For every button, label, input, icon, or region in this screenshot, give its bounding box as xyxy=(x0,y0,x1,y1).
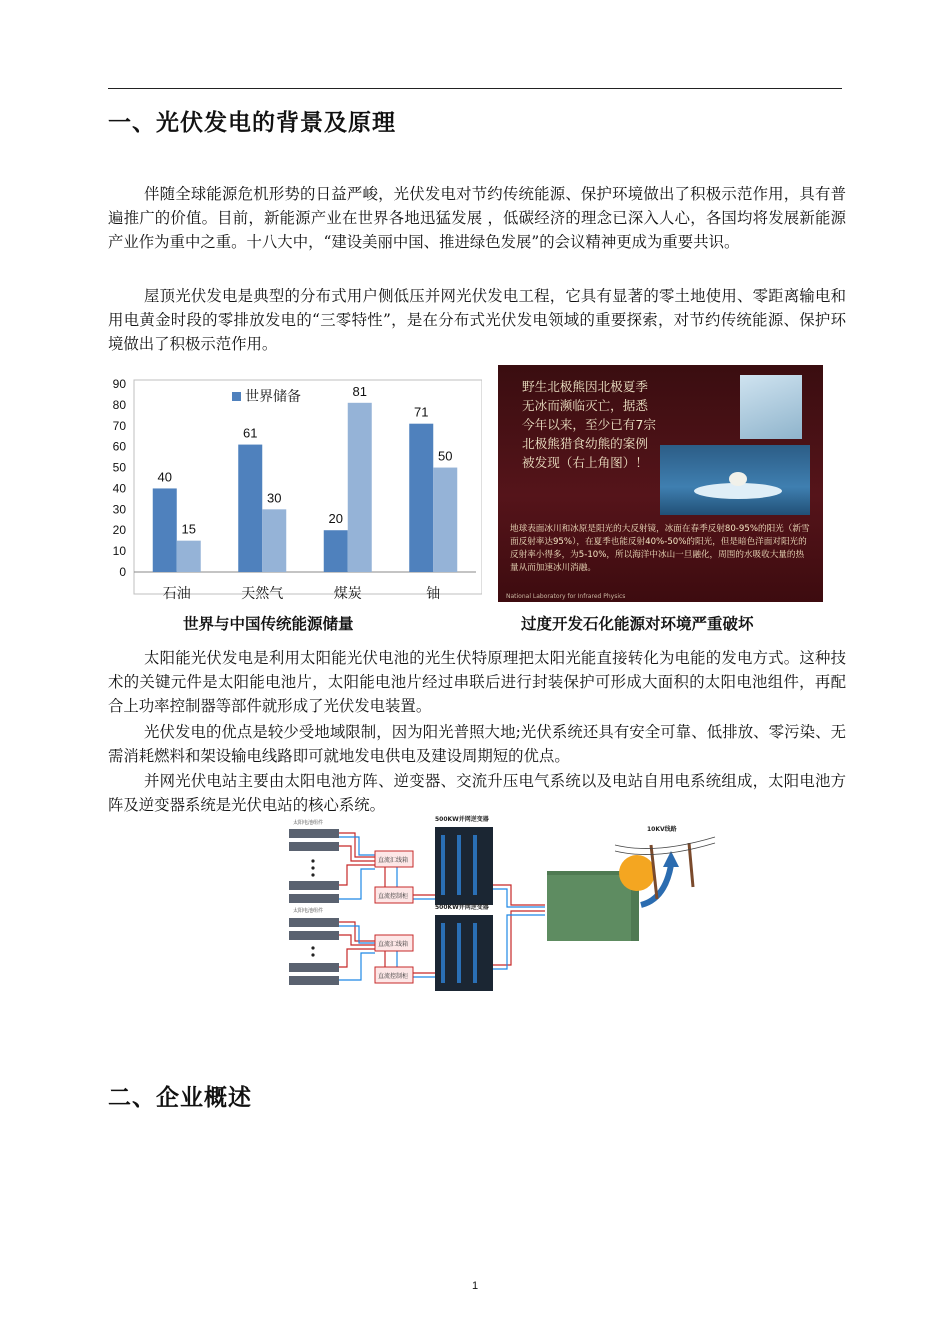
svg-text:直流汇线箱: 直流汇线箱 xyxy=(378,941,409,948)
bear-main-text: 野生北极熊因北极夏季无冰而濒临灭亡，据悉今年以来，至少已有7宗北极熊猎食幼熊的案例被发现（右上角图）！ xyxy=(522,379,656,470)
y-tick-label: 20 xyxy=(112,523,126,538)
y-tick-label: 80 xyxy=(112,397,126,412)
bar xyxy=(409,424,433,572)
paragraph-1: 伴随全球能源危机形势的日益严峻，光伏发电对节约传统能源、保护环境做出了积极示范作用，具有普遍推广的价值。目前，新能源产业在世界各地迅猛发展 ，低碳经济的理念已深入人心，各国均将发展新能源产业作为重中之重。十八大中，“建设美丽中国、推进绿色发展”的会议精神更成为重要共识。 xyxy=(108,185,846,252)
y-tick-label: 40 xyxy=(112,481,126,496)
ice-floe-shape xyxy=(660,445,810,515)
svg-text:500KW并网逆变器: 500KW并网逆变器 xyxy=(435,816,489,823)
page-number: 1 xyxy=(471,1280,479,1292)
pv-system-diagram xyxy=(285,815,735,993)
y-tick-label: 60 xyxy=(112,439,126,454)
category-label: 天然气 xyxy=(241,585,284,601)
data-label: 61 xyxy=(243,425,258,441)
data-label: 30 xyxy=(267,490,282,506)
bar xyxy=(177,541,201,572)
bar xyxy=(324,530,348,572)
bar xyxy=(262,509,286,572)
paragraph-5: 并网光伏电站主要由太阳电池方阵、逆变器、交流升压电气系统以及电站自用电系统组成，太阳电池方阵及逆变器系统是光伏电站的核心系统。 xyxy=(108,772,846,815)
bar xyxy=(433,468,457,572)
data-label: 15 xyxy=(181,521,196,537)
y-tick-label: 70 xyxy=(112,418,126,433)
paragraph-2: 屋顶光伏发电是典型的分布式用户侧低压并网光伏发电工程，它具有显著的零土地使用、零距离输电和用电黄金时段的零排放发电的“三零特性”，是在分布式光伏发电领域的重要探索，对节约传统能源、保护环境做出了积极示范作用。 xyxy=(108,287,846,354)
image-caption: 过度开发石化能源对环境严重破坏 xyxy=(521,615,754,633)
data-label: 20 xyxy=(328,511,343,527)
svg-text:直流控制柜: 直流控制柜 xyxy=(378,973,409,980)
bar xyxy=(153,488,177,572)
bar xyxy=(238,445,262,572)
solar-panel-array-bottom xyxy=(289,907,339,985)
section-heading-2: 二、企业概述 xyxy=(108,1085,252,1111)
paragraph-4: 光伏发电的优点是较少受地域限制，因为阳光普照大地;光伏系统还具有安全可靠、低排放、零污染、无需消耗燃料和架设输电线路即可就地发电供电及建设周期短的优点。 xyxy=(108,723,846,766)
data-label: 40 xyxy=(157,469,172,485)
header-rule xyxy=(108,88,842,89)
polar-bear-image xyxy=(498,365,823,602)
bear-on-ice-photo xyxy=(660,445,810,515)
category-label: 煤炭 xyxy=(333,585,362,601)
section-heading-1: 一、光伏发电的背景及原理 xyxy=(108,110,396,136)
svg-text:太阳电池组件: 太阳电池组件 xyxy=(293,820,324,826)
polar-bear-closeup-photo xyxy=(740,375,802,439)
data-label: 81 xyxy=(352,383,367,399)
paragraph-3: 太阳能光伏发电是利用太阳能光伏电池的光生伏特原理把太阳光能直接转化为电能的发电方式。这种技术的关键元件是太阳能电池片，太阳能电池片经过串联后进行封装保护可形成大面积的太阳电池组件，再配合上功率控制器等部件就形成了光伏发电装置。 xyxy=(108,649,846,716)
solar-panel-array-top xyxy=(289,819,339,903)
legend-label: 世界储备 xyxy=(245,388,301,404)
y-tick-label: 0 xyxy=(119,565,126,579)
svg-text:直流汇线箱: 直流汇线箱 xyxy=(378,857,409,864)
svg-text:500KW并网逆变器: 500KW并网逆变器 xyxy=(435,904,489,911)
svg-text:直流控制柜: 直流控制柜 xyxy=(378,893,409,900)
lab-credit: National Laboratory for Infrared Physics xyxy=(506,593,626,600)
svg-text:太阳电池组件: 太阳电池组件 xyxy=(293,908,324,914)
y-tick-label: 10 xyxy=(112,544,126,559)
chart-caption: 世界与中国传统能源储量 xyxy=(183,615,354,633)
data-label: 71 xyxy=(414,404,429,420)
legend-swatch xyxy=(232,392,241,401)
bar xyxy=(348,403,372,572)
data-label: 50 xyxy=(438,448,453,464)
svg-text:10KV线路: 10KV线路 xyxy=(647,826,677,833)
energy-reserve-chart xyxy=(104,372,482,602)
y-tick-label: 30 xyxy=(112,502,126,517)
category-label: 石油 xyxy=(162,585,191,601)
y-tick-label: 90 xyxy=(112,377,126,391)
bear-sub-text: 地球表面冰川和冰原是阳光的大反射镜，冰面在春季反射80-95%的阳光（新雪面反射率达95%），在夏季也能反射40%-50%的阳光，但是暗色洋面对阳光的反射率小得多，为5-10%，所以海洋中冰山一旦融化，周围的水吸收大量的热量从而加速冰川消融。 xyxy=(510,524,810,573)
y-tick-label: 50 xyxy=(112,460,126,475)
category-label: 铀 xyxy=(426,585,441,601)
